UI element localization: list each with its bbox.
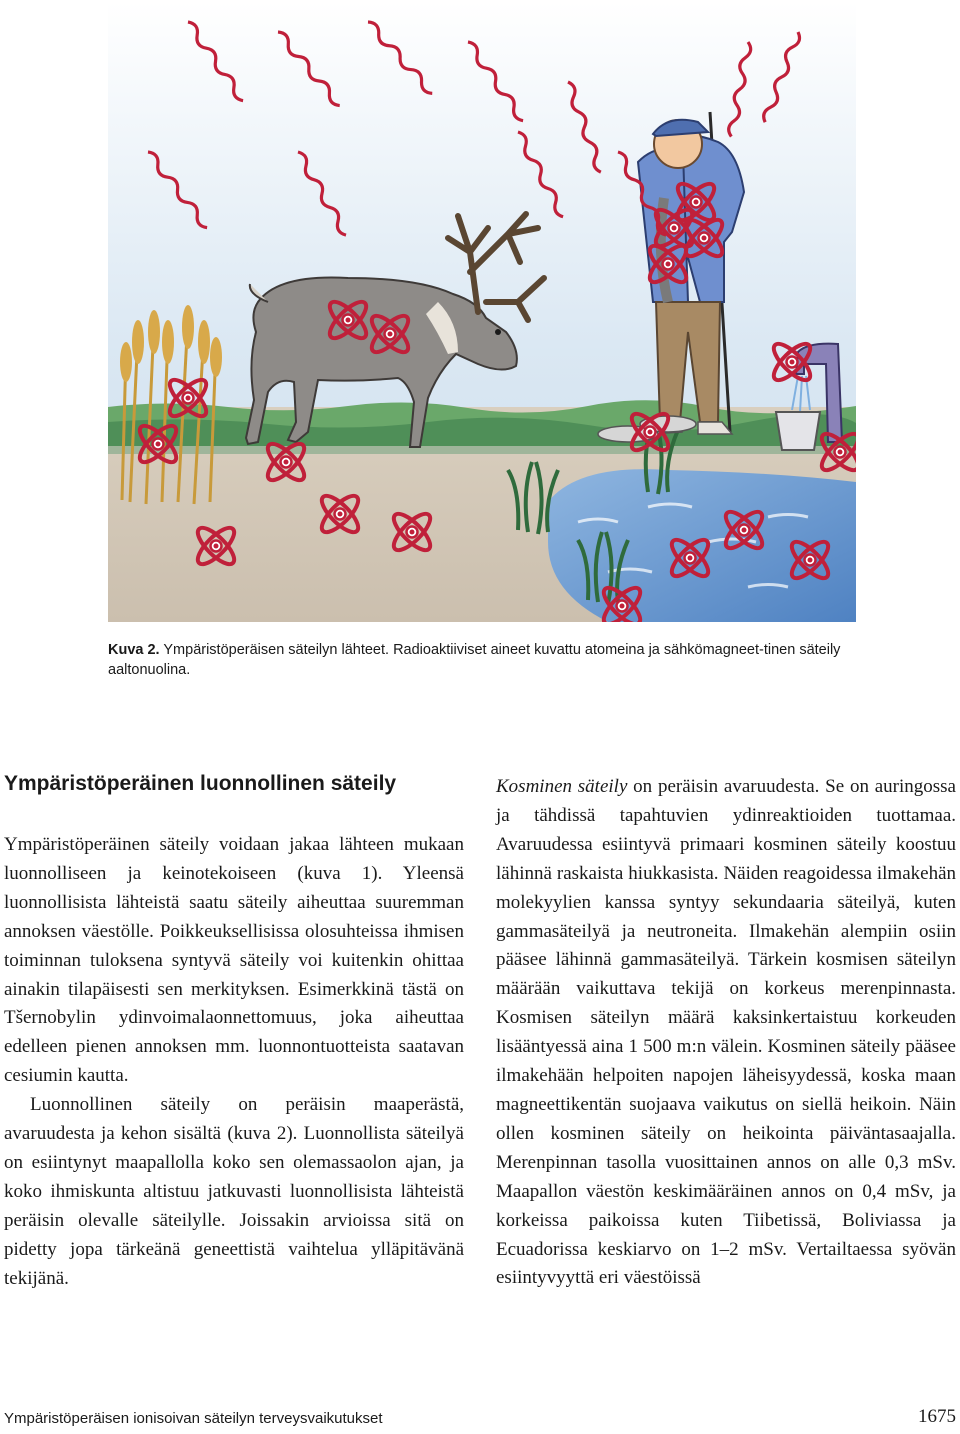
right-paragraph-text: on peräisin avaruudesta. Se on auringossa ja tähdissä tapahtuvien ydinreaktioiden tuottamaa. Avaruudessa esiintyvä primaari kosminen säteily koostuu lähinnä raskaista hiukkasista. Näiden reagoidessa ilmakehän molekyylien kanssa syntyy sekundaaria säteilyä, kuten gammasäteilyä ja neutroneita. Ilmakehän alempiin osiin pääsee lähinnä gammasäteilyä. Tärkein kosmisen säteilyn määrään vaikuttava tekijä on korkeus merenpinnasta. Kosmisen säteilyn määrä kaksinkertaistuu korkeuden lisääntyessä aina 1 500 m:n välein. Kosminen säteily pääsee ilmakehään helpoiten napojen läheisyydessä, koska maan magneettikentän suojaava vaikutus on siellä heikoin. Näin ollen kosminen säteily on heikointa päiväntasaajalla. Merenpinnan tasolla vuosittainen annos on alle 0,3 mSv. Maapallon väestön keskimääräinen annos on 0,4 mSv, ja korkeissa paikoissa kuten Tiibetissä, Boliviassa ja Ecuadorissa keskiarvo on 1–2 mSv. Vertailtaessa syövän esiintyvyyttä eri väestöissä xyxy=(496,776,956,1289)
section-heading: Ympäristöperäinen luonnollinen säteily xyxy=(4,772,397,795)
running-title: Ympäristöperäisen ionisoivan säteilyn terveysvaikutukset xyxy=(4,1410,383,1427)
figure-caption-text: Ympäristöperäisen säteilyn lähteet. Radioaktiiviset aineet kuvattu atomeina ja sähkömagneet-tinen säteily aaltonuolina. xyxy=(108,642,841,678)
left-paragraph-2: Luonnollinen säteily on peräisin maaperästä, avaruudesta ja kehon sisältä (kuva 2). Luonnollista säteilyä on esiintynyt maapallolla koko sen olemassaolon ajan, ja koko ihmiskunta altistuu jatkuvasti luonnollisista lähteistä peräisin olevalle säteilylle. Joissakin arvioissa sitä on pidetty jopa tärkeänä geneettistä vaihtelua ylläpitävänä tekijänä. xyxy=(4,1094,464,1289)
page-number: 1675 xyxy=(918,1406,956,1427)
right-paragraph xyxy=(496,773,956,1293)
figure-caption xyxy=(108,640,856,680)
bucket-illustration xyxy=(776,412,820,450)
grass-edge xyxy=(108,446,856,454)
left-column xyxy=(4,831,464,1294)
left-paragraph-1: Ympäristöperäinen säteily voidaan jakaa lähteen mukaan luonnolliseen ja keinotekoiseen (kuva 1). Yleensä luonnollisista lähteistä saatu säteily aiheuttaa suuremman annoksen väestölle. Poikkeuksellisissa olosuhteissa ihmisen toiminnan tuloksena syntyvä säteily voi kuitenkin ohittaa ainakin tilapäisesti sen merkityksen. Esimerkkinä tästä on Tšernobylin ydinvoimalaonnettomuus, joka aiheuttaa edelleen pienen annoksen mm. luonnontuotteista saatavan cesiumin kautta. xyxy=(4,834,464,1087)
environment-radiation-illustration xyxy=(108,2,856,622)
cosmic-radiation-term: Kosminen säteily xyxy=(496,776,628,797)
figure-illustration xyxy=(108,2,856,622)
right-column xyxy=(496,773,956,1293)
figure-caption-label: Kuva 2. xyxy=(108,642,160,658)
